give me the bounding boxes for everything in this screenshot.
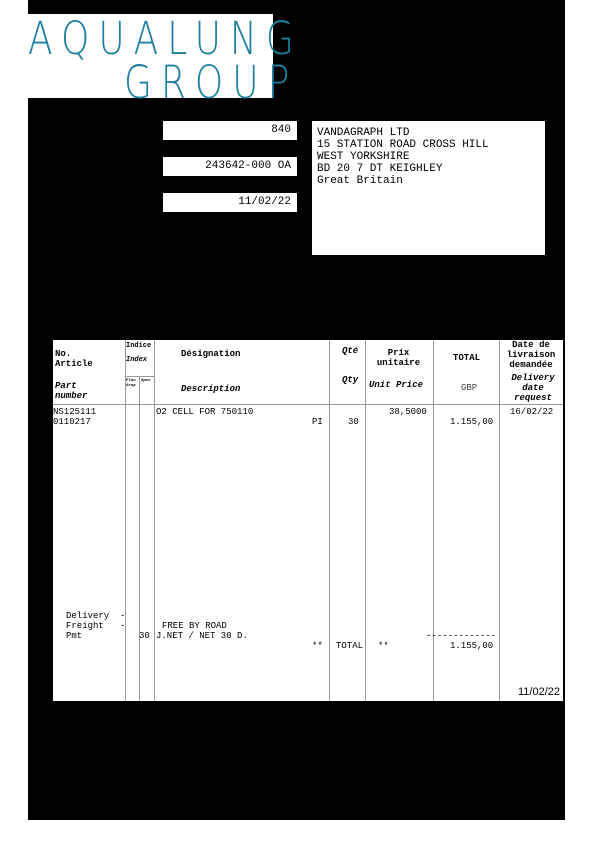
header-index: Index (126, 356, 148, 364)
logo-line-2: GROUP (124, 58, 299, 110)
total-dash-line: ------------- (426, 631, 497, 641)
header-delivery-date: Delivery date request (511, 373, 555, 403)
address-line: Great Britain (317, 175, 403, 187)
header-no-article: No. Article (55, 349, 93, 369)
address-line: VANDAGRAPH LTD (317, 127, 410, 139)
item-unit: PI (312, 417, 323, 427)
order-date-field: 11/02/22 (163, 193, 297, 212)
company-logo (28, 14, 303, 110)
header-date-livraison: Date de livraison demandée (506, 340, 556, 370)
header-unit-price: Unit Price (369, 380, 424, 390)
index-subdivider (125, 376, 154, 377)
shipping-address-block (312, 121, 545, 255)
column-divider (329, 340, 330, 701)
header-qte: Qté (342, 346, 359, 356)
terms-labels: Delivery - Freight - Pmt (66, 611, 126, 641)
header-description: Description (181, 384, 241, 394)
header-plan-grap: Plan Grap (126, 379, 136, 388)
header-divider (53, 404, 563, 405)
header-qty: Qty (342, 375, 359, 385)
header-part-number: Part number (55, 381, 88, 401)
payment-code: 30 (139, 631, 150, 641)
total-label: TOTAL (336, 641, 364, 651)
payment-terms: J.NET / NET 30 D. (156, 631, 248, 641)
item-quantity: 30 (348, 417, 359, 427)
header-designation: Désignation (181, 349, 241, 359)
header-spec: Spec (141, 379, 151, 383)
item-unit-price: 38,5000 (389, 407, 427, 417)
total-marker-right: ** (378, 641, 389, 651)
address-line: 15 STATION ROAD CROSS HILL (317, 139, 489, 151)
column-divider (139, 376, 140, 701)
freight-terms: FREE BY ROAD (162, 621, 227, 631)
header-currency: GBP (461, 383, 478, 393)
order-lines-table (53, 340, 563, 701)
address-line: BD 20 7 DT KEIGHLEY (317, 163, 443, 175)
total-marker-left: ** (312, 641, 323, 651)
grand-total: 1.155,00 (450, 641, 494, 651)
item-delivery-date: 16/02/22 (510, 407, 554, 417)
item-article-number: NS125111 (53, 407, 97, 417)
account-number-field: 840 (163, 121, 297, 140)
column-divider (433, 340, 434, 701)
column-divider (125, 340, 126, 701)
address-line: WEST YORKSHIRE (317, 151, 410, 163)
header-prix-unitaire: Prix unitaire (376, 348, 421, 368)
column-divider (154, 340, 155, 701)
column-divider (499, 340, 500, 701)
header-indice: Indice (126, 342, 152, 350)
order-reference-field: 243642-000 OA (163, 157, 297, 176)
item-description: O2 CELL FOR 750110 (156, 407, 254, 417)
item-total: 1.155,00 (450, 417, 494, 427)
logo-line-1: AQUALUNG (28, 14, 303, 66)
header-total: TOTAL (453, 353, 481, 363)
item-part-number: 0110217 (53, 417, 91, 427)
column-divider (365, 340, 366, 701)
stamp-date: 11/02/22 (518, 686, 561, 698)
